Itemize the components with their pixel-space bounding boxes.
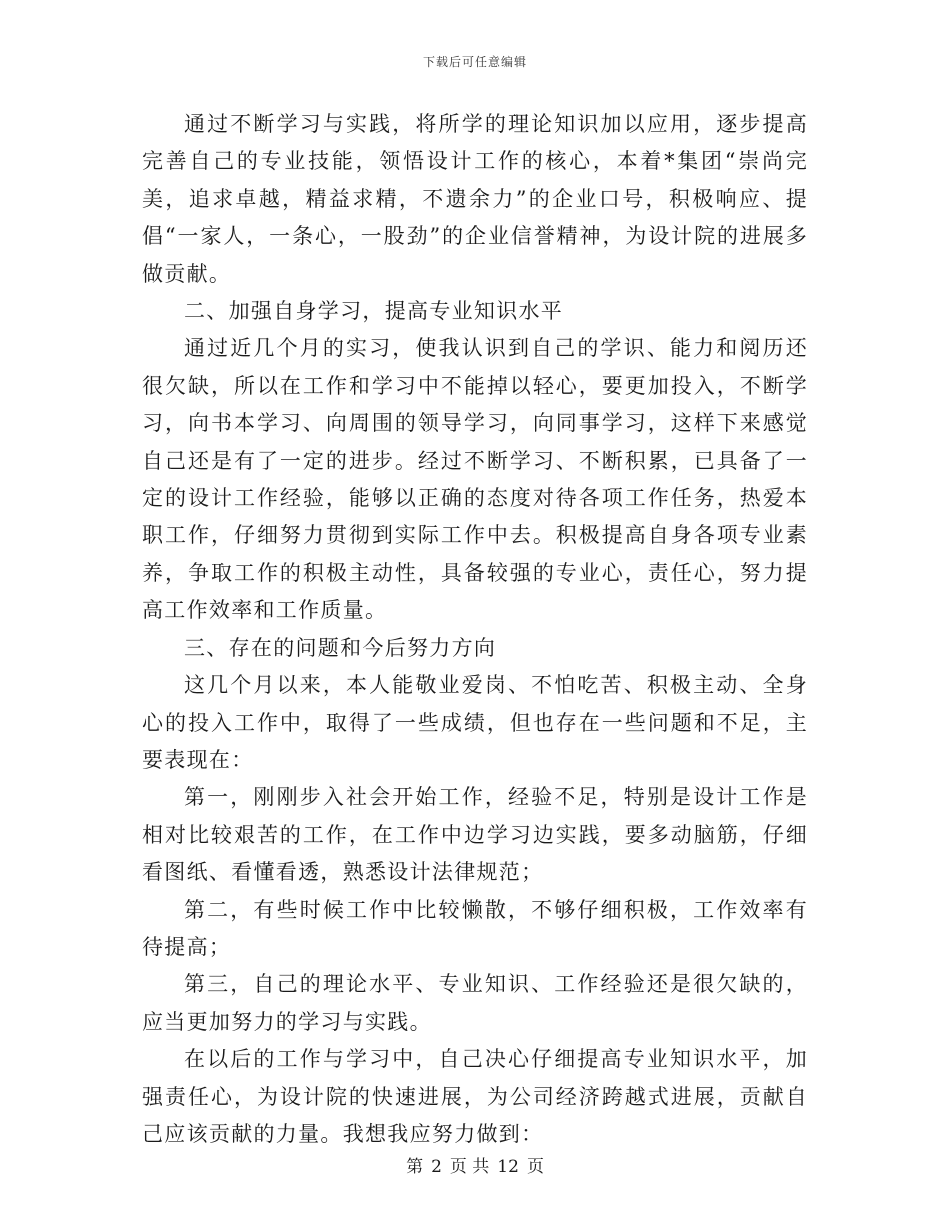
paragraph-future: 在以后的工作与学习中，自己决心仔细提高专业知识水平，加强责任心，为设计院的快速进展，为公司经济跨越式进展，贡献自己应该贡献的力量。我想我应努力做到： bbox=[142, 1047, 808, 1146]
footer-total-pages: 12 bbox=[497, 1157, 519, 1177]
footer-prefix: 第 bbox=[406, 1157, 424, 1177]
paragraph-problem-second: 第二，有些时候工作中比较懒散，不够仔细积极，工作效率有待提高； bbox=[142, 897, 808, 959]
section-heading-problems: 三、存在的问题和今后努力方向 bbox=[184, 635, 497, 660]
paragraph-practice: 通过不断学习与实践，将所学的理论知识加以应用，逐步提高完善自己的专业技能，领悟设计工作的核心，本着*集团“崇尚完美，追求卓越，精益求精，不遗余力”的企业口号，积极响应、提倡“一家人，一条心，一股劲”的企业信誉精神，为设计院的进展多做贡献。 bbox=[142, 112, 808, 286]
paragraph-problem-third: 第三，自己的理论水平、专业知识、工作经验还是很欠缺的，应当更加努力的学习与实践。 bbox=[142, 972, 808, 1034]
footer-page-number: 2 bbox=[431, 1157, 442, 1177]
paragraph-problems-intro: 这几个月以来，本人能敬业爱岗、不怕吃苦、积极主动、全身心的投入工作中，取得了一些成绩，但也存在一些问题和不足，主要表现在： bbox=[142, 673, 808, 772]
paragraph-study: 通过近几个月的实习，使我认识到自己的学识、能力和阅历还很欠缺，所以在工作和学习中不能掉以轻心，要更加投入，不断学习，向书本学习、向周围的领导学习，向同事学习，这样下来感觉自己还是有了一定的进步。经过不断学习、不断积累，已具备了一定的设计工作经验，能够以正确的态度对待各项工作任务，热爱本职工作，仔细努力贯彻到实际工作中去。积极提高自身各项专业素养，争取工作的积极主动性，具备较强的专业心，责任心，努力提高工作效率和工作质量。 bbox=[142, 336, 808, 623]
page-header: 下载后可任意编辑 bbox=[422, 55, 527, 69]
paragraph-problem-first: 第一，刚刚步入社会开始工作，经验不足，特别是设计工作是相对比较艰苦的工作，在工作中边学习边实践，要多动脑筋，仔细看图纸、看懂看透，熟悉设计法律规范； bbox=[142, 785, 808, 885]
footer-suffix: 页 bbox=[526, 1157, 544, 1177]
document-body bbox=[142, 106, 808, 1153]
section-heading-study: 二、加强自身学习，提高专业知识水平 bbox=[184, 299, 564, 324]
footer-middle: 页 共 bbox=[449, 1157, 490, 1177]
page-footer bbox=[0, 1152, 950, 1177]
